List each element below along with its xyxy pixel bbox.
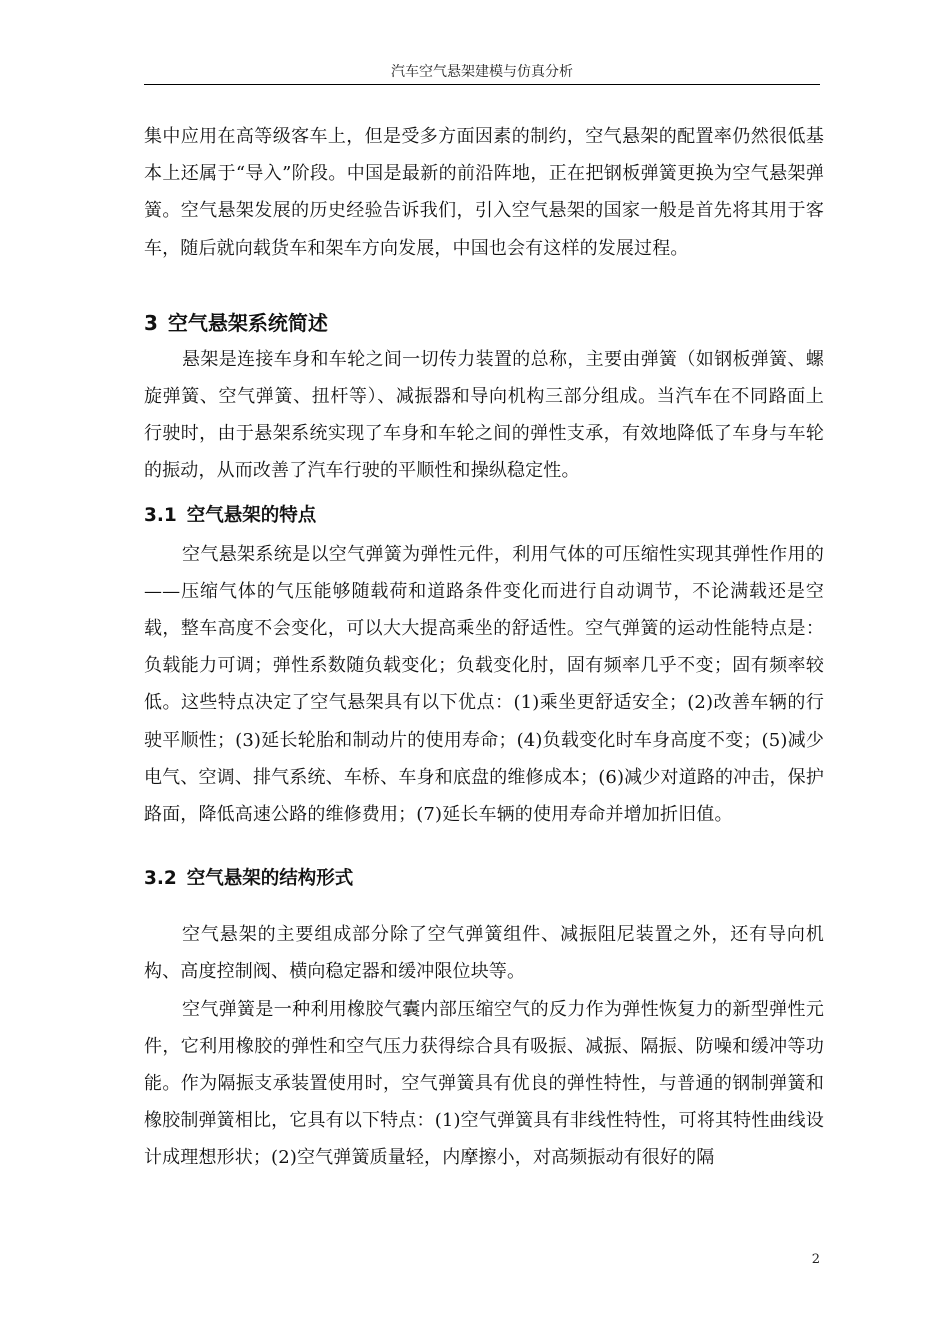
section-3-1-number: 3.1	[144, 504, 177, 526]
header-rule	[144, 84, 820, 85]
page-body	[144, 118, 824, 1177]
section-3-2-number: 3.2	[144, 868, 177, 890]
section-3-paragraph: 悬架是连接车身和车轮之间一切传力装置的总称，主要由弹簧（如钢板弹簧、螺旋弹簧、空气弹簧、扭杆等）、减振器和导向机构三部分组成。当汽车在不同路面上行驶时，由于悬架系统实现了车身和车轮之间的弹性支承，有效地降低了车身与车轮的振动，从而改善了汽车行驶的平顺性和操纵稳定性。	[144, 348, 824, 482]
section-3-2-heading	[144, 864, 824, 894]
section-3-title: 空气悬架系统简述	[167, 310, 328, 335]
section-3-1-heading	[144, 501, 824, 531]
section-3-2-title: 空气悬架的结构形式	[186, 868, 354, 890]
section-3-2-paragraph-2: 空气弹簧是一种利用橡胶气囊内部压缩空气的反力作为弹性恢复力的新型弹性元件，它利用橡胶的弹性和空气压力获得综合具有吸振、减振、隔振、防噪和缓冲等功能。作为隔振支承装置使用时，空气弹簧具有优良的弹性特性，与普通的钢制弹簧和橡胶制弹簧相比，它具有以下特点：(1)空气弹簧具有非线性特性，可将其特性曲线设计成理想形状；(2)空气弹簧质量轻，内摩擦小，对高频振动有很好的隔	[144, 998, 824, 1169]
section-3-number: 3	[144, 310, 158, 335]
section-3-1-paragraph: 空气悬架系统是以空气弹簧为弹性元件，利用气体的可压缩性实现其弹性作用的——压缩气体的气压能够随载荷和道路条件变化而进行自动调节，不论满载还是空载，整车高度不会变化，可以大大提高乘坐的舒适性。空气弹簧的运动性能特点是：负载能力可调；弹性系数随负载变化；负载变化肘，固有频率几乎不变；固有频率较低。这些特点决定了空气悬架具有以下优点：(1)乘坐更舒适安全；(2)改善车辆的行驶平顺性；(3)延长轮胎和制动片的使用寿命；(4)负载变化时车身高度不变；(5)减少电气、空调、排气系统、车桥、车身和底盘的维修成本；(6)减少对道路的冲击，保护路面，降低高速公路的维修费用；(7)延长车辆的使用寿命并增加折旧值。	[144, 543, 824, 826]
page-number: 2	[811, 1252, 820, 1267]
section-3-heading	[144, 308, 824, 338]
running-header-title: 汽车空气悬架建模与仿真分析	[391, 64, 573, 80]
section-3-1-title: 空气悬架的特点	[186, 504, 317, 526]
section-3-2-paragraph-1: 空气悬架的主要组成部分除了空气弹簧组件、减振阻尼装置之外，还有导向机构、高度控制阀、横向稳定器和缓冲限位块等。	[144, 924, 824, 983]
intro-paragraph: 集中应用在高等级客车上，但是受多方面因素的制约，空气悬架的配置率仍然很低基本上还属于“导入”阶段。中国是最新的前沿阵地，正在把钢板弹簧更换为空气悬架弹簧。空气悬架发展的历史经验告诉我们，引入空气悬架的国家一般是首先将其用于客车，随后就向载货车和架车方向发展，中国也会有这样的发展过程。	[144, 126, 824, 259]
